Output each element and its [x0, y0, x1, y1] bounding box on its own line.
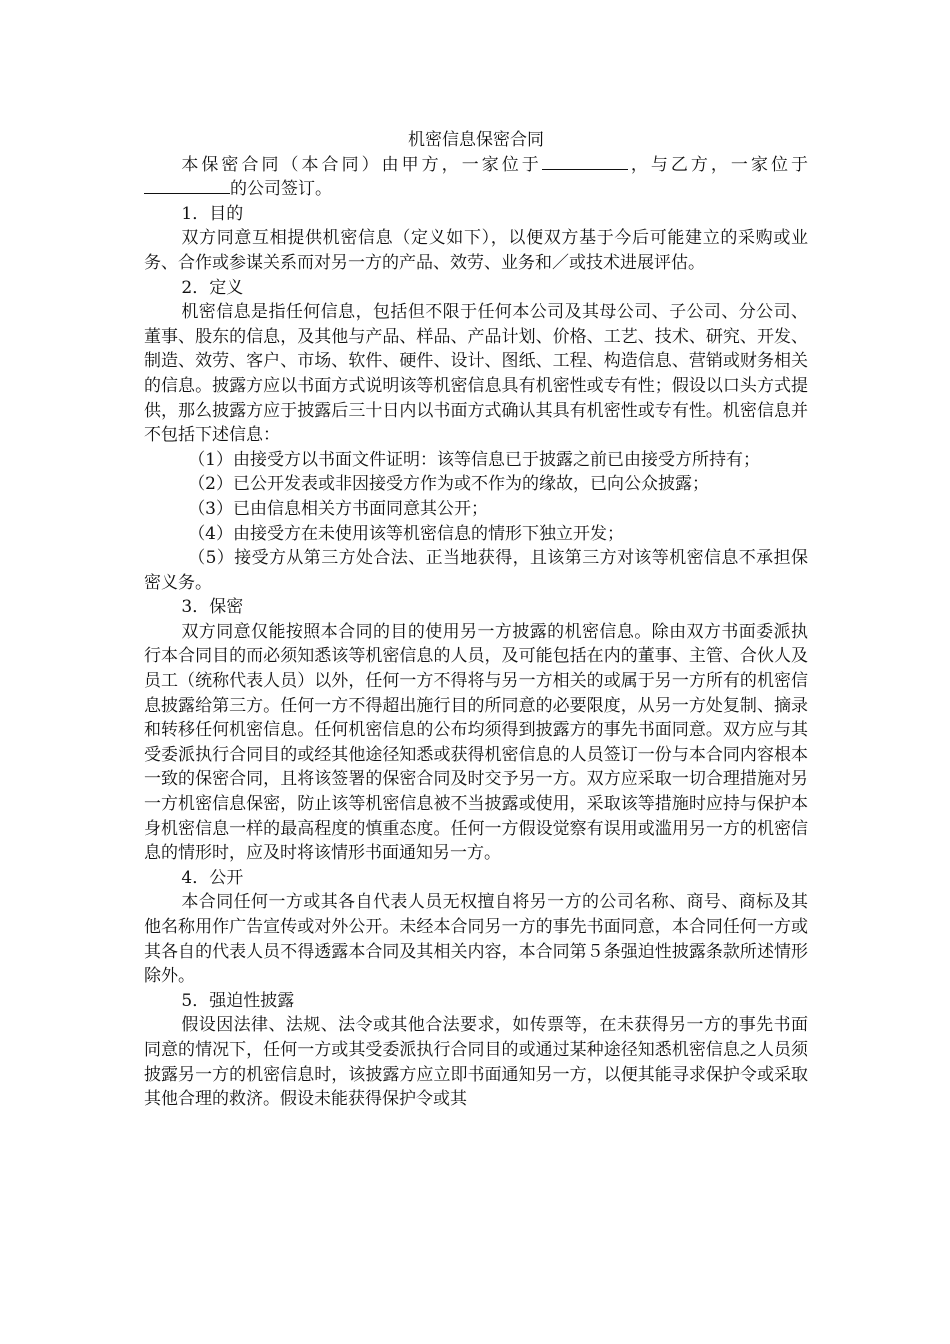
section-heading-confidentiality: 3．保密: [181, 597, 244, 618]
section-body-definition: 机密信息是指任何信息，包括但不限于任何本公司及其母公司、子公司、分公司、董事、股东的信息，及其他与产品、样品、产品计划、价格、工艺、技术、研究、开发、制造、效劳、客户、市场、软件、硬件、设计、图纸、工程、构造信息、营销或财务相关的信息。披露方应以书面方式说明该等机密信息具有机密性或专有性；假设以口头方式提供，那么披露方应于披露后三十日内以书面方式确认其具有机密性或专有性。机密信息并不包括下述信息：: [144, 302, 808, 446]
section-heading-publicity: 4．公开: [181, 867, 244, 888]
party-a-address-blank: [542, 153, 628, 170]
intro-paragraph: [144, 153, 808, 202]
exclusion-item: （3）已由信息相关方书面同意其公开；: [188, 498, 489, 519]
exclusion-item: （2）已公开发表或非因接受方作为或不作为的缘故，已向公众披露；: [188, 474, 710, 495]
exclusion-item: （4）由接受方在未使用该等机密信息的情形下独立开发；: [188, 523, 625, 544]
section-heading-purpose: 1．目的: [181, 203, 244, 224]
section-heading-definition: 2．定义: [181, 277, 244, 298]
section-heading-compelled-disclosure: 5．强迫性披露: [181, 990, 295, 1011]
section-body-purpose: 双方同意互相提供机密信息（定义如下），以便双方基于今后可能建立的采购或业务、合作或参谋关系而对另一方的产品、效劳、业务和／或技术进展评估。: [144, 228, 808, 273]
section-body-publicity: 本合同任何一方或其各自代表人员无权擅自将另一方的公司名称、商号、商标及其他名称用作广告宣传或对外公开。未经本合同另一方的事先书面同意，本合同任何一方或其各自的代表人员不得透露本合同及其相关内容，本合同第５条强迫性披露条款所述情形除外。: [144, 892, 808, 987]
intro-text-1: 本保密合同（本合同）由甲方，一家位于: [181, 154, 542, 175]
intro-text-3: 的公司签订。: [230, 179, 332, 200]
party-b-address-blank: [144, 177, 230, 194]
exclusion-item: （5）接受方从第三方处合法、正当地获得，且该第三方对该等机密信息不承担保密义务。: [144, 548, 808, 593]
intro-text-2: ，与乙方，一家位于: [627, 154, 808, 175]
section-body-compelled-disclosure: 假设因法律、法规、法令或其他合法要求，如传票等，在未获得另一方的事先书面同意的情况下，任何一方或其受委派执行合同目的或通过某种途径知悉机密信息之人员须披露另一方的机密信息时，该披露方应立即书面通知另一方，以便其能寻求保护令或采取其他合理的救济。假设未能获得保护令或其: [144, 1015, 808, 1110]
exclusion-item: （1）由接受方以书面文件证明：该等信息已于披露之前已由接受方所持有；: [188, 449, 761, 470]
section-body-confidentiality: 双方同意仅能按照本合同的目的使用另一方披露的机密信息。除由双方书面委派执行本合同目的而必须知悉该等机密信息的人员，及可能包括在内的董事、主管、合伙人及员工（统称代表人员）以外，任何一方不得将与另一方相关的或属于另一方所有的机密信息披露给第三方。任何一方不得超出施行目的所同意的必要限度，从另一方处复制、摘录和转移任何机密信息。任何机密信息的公布均须得到披露方的事先书面同意。双方应与其受委派执行合同目的或经其他途径知悉或获得机密信息的人员签订一份与本合同内容根本一致的保密合同，且将该签署的保密合同及时交予另一方。双方应采取一切合理措施对另一方机密信息保密，防止该等机密信息被不当披露或使用，采取该等措施时应持与保护本身机密信息一样的最高程度的慎重态度。任何一方假设觉察有误用或滥用另一方的机密信息的情形时，应及时将该情形书面通知另一方。: [144, 621, 808, 864]
document-title: 机密信息保密合同: [408, 130, 544, 150]
contract-document: [144, 128, 808, 1112]
